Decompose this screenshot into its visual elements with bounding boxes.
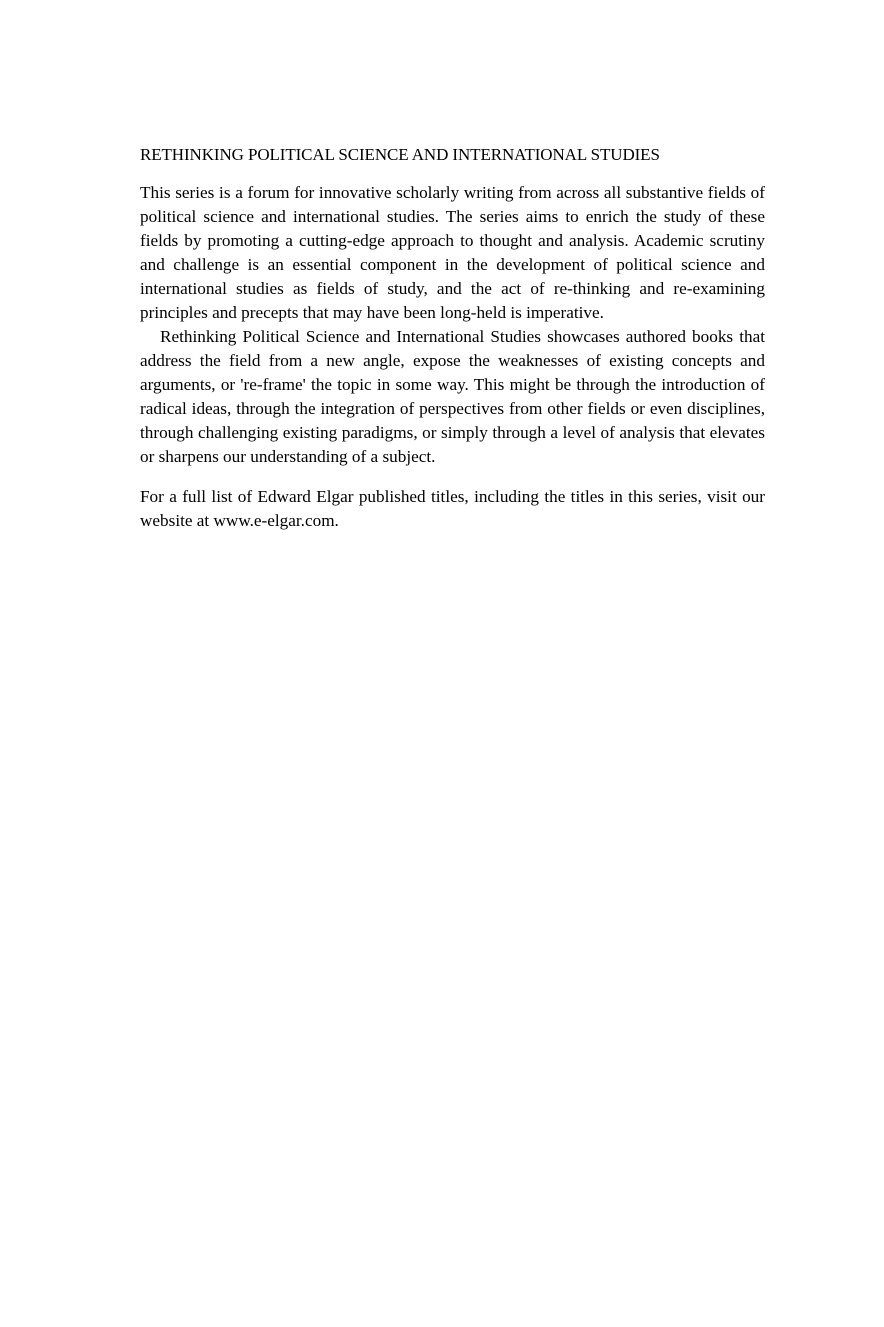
publisher-website-paragraph: For a full list of Edward Elgar published titles, including the titles in this series, visit our website at www.e-elgar.com.	[140, 487, 765, 530]
series-description-paragraph: This series is a forum for innovative scholarly writing from across all substantive fields of political science and international studies. The series aims to enrich the study of these fields by promoting a cutting-edge approach to thought and analysis. Academic scrutiny and challenge is an essential component in the development of political science and international studies as fields of study, and the act of re-thinking and re-examining principles and precepts that may have been long-held is imperative.	[140, 183, 765, 322]
series-title: RETHINKING POLITICAL SCIENCE AND INTERNATIONAL STUDIES	[140, 145, 660, 164]
series-showcase-paragraph: Rethinking Political Science and International Studies showcases authored books that address the field from a new angle, expose the weaknesses of existing concepts and arguments, or 're-frame' the topic in some way. This might be through the introduction of radical ideas, through the integration of perspectives from other fields or even disciplines, through challenging existing paradigms, or simply through a level of analysis that elevates or sharpens our understanding of a subject.	[140, 327, 765, 466]
series-page	[140, 143, 765, 533]
